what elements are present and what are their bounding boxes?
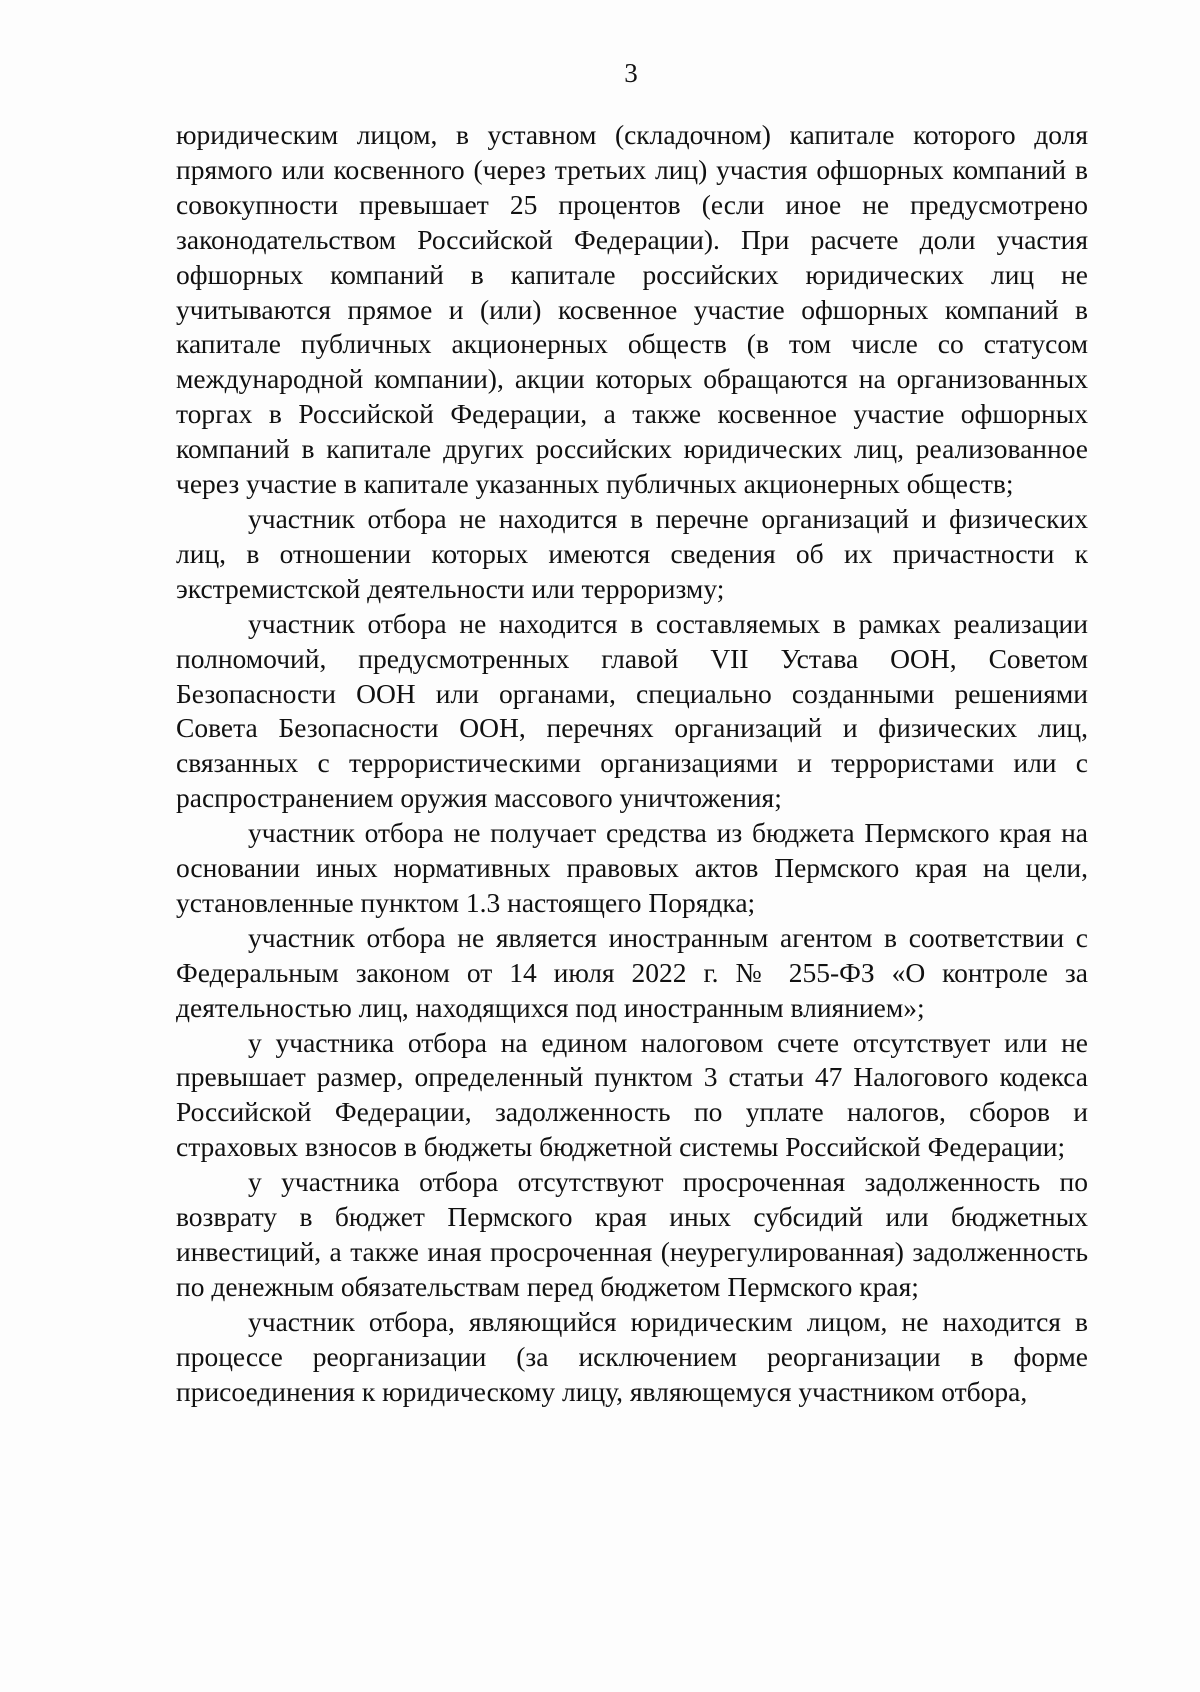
page-number: 3 [624, 58, 638, 88]
paragraph: участник отбора не является иностранным агентом в соответствии с Федеральным законом от 14 июля 2022 г. № 255-ФЗ «О контроле за деятельностью лиц, находящихся под иностранным влиянием»; [176, 921, 1088, 1023]
paragraph: участник отбора не находится в перечне организаций и физических лиц, в отношении которых имеются сведения об их причастности к экстремистской деятельности или терроризму; [176, 502, 1088, 604]
paragraph: участник отбора не находится в составляемых в рамках реализации полномочий, предусмотренных главой VII Устава ООН, Советом Безопасности ООН или органами, специально созданными решениями Совета Безопасности ООН, перечнях организаций и физических лиц, связанных с террористическими организациями и террористами или с распространением оружия массового уничтожения; [176, 607, 1088, 814]
paragraph: у участника отбора отсутствуют просроченная задолженность по возврату в бюджет Пермского края иных субсидий или бюджетных инвестиций, а также иная просроченная (неурегулированная) задолженность по денежным обязательствам перед бюджетом Пермского края; [176, 1166, 1088, 1302]
paragraph: у участника отбора на едином налоговом счете отсутствует или не превышает размер, определенный пунктом 3 статьи 47 Налогового кодекса Российской Федерации, задолженность по уплате налогов, сборов и страховых взносов в бюджеты бюджетной системы Российской Федерации; [176, 1026, 1088, 1163]
paragraph: участник отбора не получает средства из бюджета Пермского края на основании иных нормативных правовых актов Пермского края на цели, установленные пунктом 1.3 настоящего Порядка; [176, 817, 1088, 918]
document-body [176, 118, 1088, 1410]
paragraph: юридическим лицом, в уставном (складочном) капитале которого доля прямого или косвенного (через третьих лиц) участия офшорных компаний в совокупности превышает 25 процентов (если иное не предусмотрено законодательством Российской Федерации). При расчете доли участия офшорных компаний в капитале российских юридических лиц не учитываются прямое и (или) косвенное участие офшорных компаний в капитале публичных акционерных обществ (в том числе со статусом международной компании), акции которых обращаются на организованных торгах в Российской Федерации, а также косвенное участие офшорных компаний в капитале других российских юридических лиц, реализованное через участие в капитале указанных публичных акционерных обществ; [176, 119, 1088, 500]
paragraph: участник отбора, являющийся юридическим лицом, не находится в процессе реорганизации (за исключением реорганизации в форме присоединения к юридическому лицу, являющемуся участником отбора, [176, 1305, 1088, 1407]
